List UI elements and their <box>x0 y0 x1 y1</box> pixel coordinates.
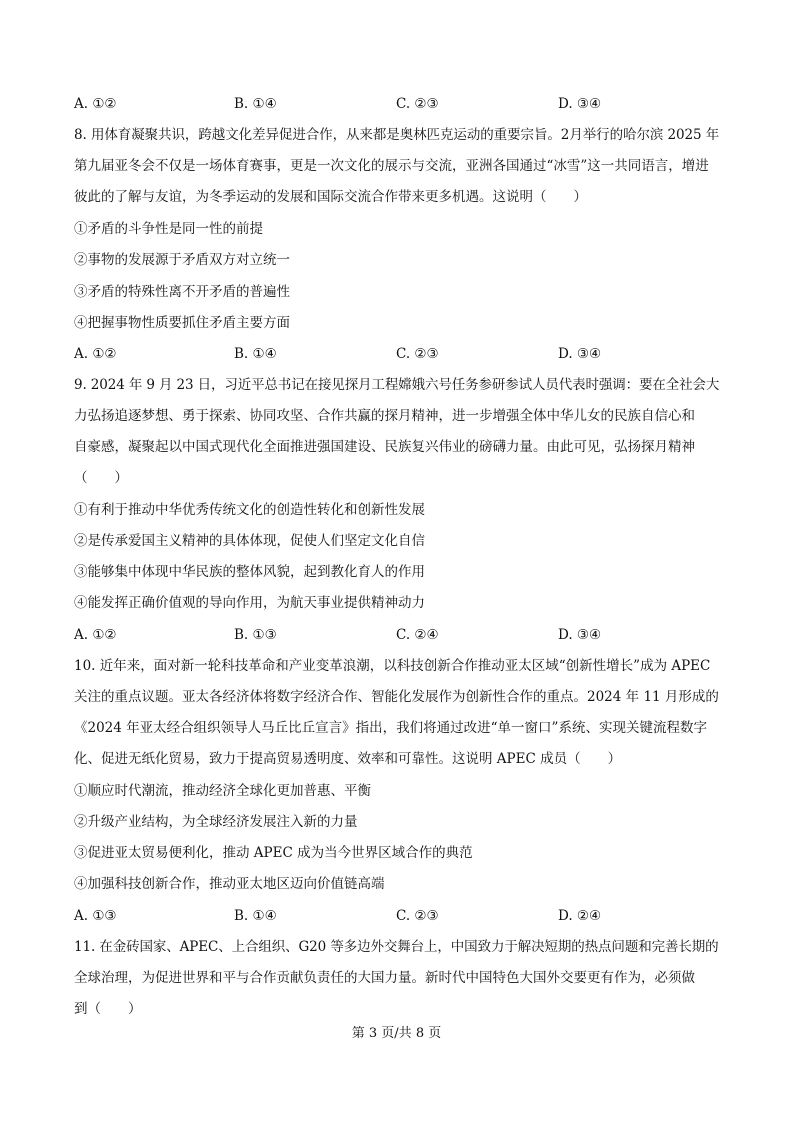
q9-statement-4: ④能发挥正确价值观的导向作用，为航天事业提供精神动力 <box>74 595 425 611</box>
q10-stem-line: 化、促进无纸化贸易，致力于提高贸易透明度、效率和可靠性。这说明 APEC 成员（ ） <box>74 751 622 767</box>
q8-statement-3: ③矛盾的特殊性离不开矛盾的普遍性 <box>74 284 290 300</box>
q11-stem-line: 11. 在金砖国家、APEC、上合组织、G20 等多边外交舞台上，中国致力于解决短期的热点问题和完善长期的 <box>74 939 719 955</box>
option-c: C. ②③ <box>396 346 439 362</box>
q10-statement-2: ②升级产业结构，为全球经济发展注入新的力量 <box>74 814 358 830</box>
option-c: C. ②④ <box>396 627 439 643</box>
option-d: D. ③④ <box>558 96 602 112</box>
q8-options <box>74 344 714 364</box>
q10-statement-4: ④加强科技创新合作，推动亚太地区迈向价值链高端 <box>74 876 385 892</box>
option-b: B. ①③ <box>234 627 277 643</box>
option-a: A. ①③ <box>74 908 117 924</box>
q9-stem-line: 力弘扬追逐梦想、勇于探索、协同攻坚、合作共赢的探月精神，进一步增强全体中华儿女的民族自信心和 <box>74 408 695 424</box>
option-a: A. ①② <box>74 346 117 362</box>
option-b: B. ①④ <box>234 346 277 362</box>
option-d: D. ②④ <box>558 908 602 924</box>
q8-statement-1: ①矛盾的斗争性是同一性的前提 <box>74 221 263 237</box>
option-c: C. ②③ <box>396 908 439 924</box>
q11-stem-line: 全球治理，为促进世界和平与合作贡献负责任的大国力量。新时代中国特色大国外交要更有作为，必须做 <box>74 970 695 986</box>
option-a: A. ①② <box>74 627 117 643</box>
option-c: C. ②③ <box>396 96 439 112</box>
option-b: B. ①④ <box>234 908 277 924</box>
q10-statement-3: ③促进亚太贸易便利化，推动 APEC 成为当今世界区域合作的典范 <box>74 845 473 861</box>
q7-options <box>74 94 714 114</box>
option-a: A. ①② <box>74 96 117 112</box>
q9-statement-1: ①有利于推动中华优秀传统文化的创造性转化和创新性发展 <box>74 502 425 518</box>
q11-stem-line: 到（ ） <box>74 1001 142 1017</box>
q8-statement-2: ②事物的发展源于矛盾双方对立统一 <box>74 252 290 268</box>
q9-statement-3: ③能够集中体现中华民族的整体风貌，起到教化育人的作用 <box>74 564 425 580</box>
q10-statement-1: ①顺应时代潮流，推动经济全球化更加普惠、平衡 <box>74 783 371 799</box>
q10-stem-line: 《2024 年亚太经合组织领导人马丘比丘宣言》指出，我们将通过改进“单一窗口”系统、实现关键流程数字 <box>74 720 707 736</box>
q8-stem-line: 第九届亚冬会不仅是一场体育赛事，更是一次文化的展示与交流，亚洲各国通过“冰雪”这一共同语言，增进 <box>74 158 709 174</box>
option-b: B. ①④ <box>234 96 277 112</box>
q9-stem-line: （ ） <box>74 470 128 486</box>
q8-stem-line: 彼此的了解与友谊，为冬季运动的发展和国际交流合作带来更多机遇。这说明（ ） <box>74 189 587 205</box>
option-d: D. ③④ <box>558 627 602 643</box>
q9-stem-line: 9. 2024 年 9 月 23 日，习近平总书记在接见探月工程嫦娥六号任务参研参试人员代表时强调：要在全社会大 <box>74 377 720 393</box>
q8-statement-4: ④把握事物性质要抓住矛盾主要方面 <box>74 315 290 331</box>
option-d: D. ③④ <box>558 346 602 362</box>
q8-stem-line: 8. 用体育凝聚共识，跨越文化差异促进合作，从来都是奥林匹克运动的重要宗旨。2月举行的哈尔滨 2025 年 <box>74 127 720 143</box>
q10-stem-line: 10. 近年来，面对新一轮科技革命和产业变革浪潮，以科技创新合作推动亚太区域“创新性增长”成为 APEC <box>74 658 711 674</box>
q9-statement-2: ②是传承爱国主义精神的具体体现，促使人们坚定文化自信 <box>74 533 425 549</box>
page-number: 第 3 页/共 8 页 <box>351 1026 442 1041</box>
q10-options <box>74 906 714 926</box>
q9-stem-line: 自豪感，凝聚起以中国式现代化全面推进强国建设、民族复兴伟业的磅礴力量。由此可见，弘扬探月精神 <box>74 439 695 455</box>
q10-stem-line: 关注的重点议题。亚太各经济体将数字经济合作、智能化发展作为创新性合作的重点。2024 年 11 月形成的 <box>74 689 719 705</box>
q9-options <box>74 625 714 645</box>
